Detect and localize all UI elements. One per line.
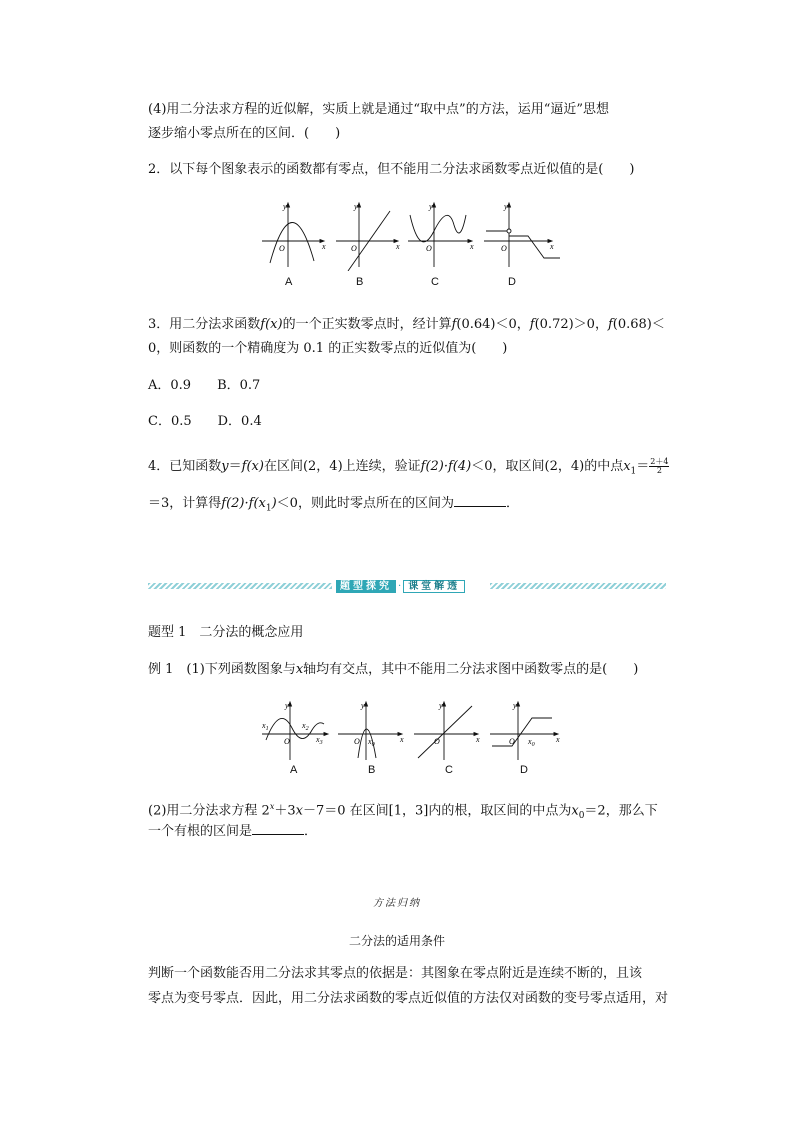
q2-b-x-label: x (396, 242, 400, 251)
ex1-b-x-label: x (400, 735, 404, 744)
q2-graph-a (262, 203, 324, 267)
ex1-caption-c: C (445, 764, 453, 776)
banner-title (336, 579, 486, 593)
ex1-graph-c (414, 702, 478, 760)
ex1-a-x1-label: $x_1$ (262, 721, 269, 732)
q2-graph-b (336, 203, 398, 271)
q2-c-y-label: y (429, 202, 433, 211)
ex1-caption-b: B (368, 764, 376, 776)
q1-item4-line1: (4)用二分法求方程的近似解，实质上就是通过“取中点”的方法，运用“逼近”思想 (148, 102, 609, 117)
ex1-caption-d: D (520, 764, 528, 776)
section-banner (148, 579, 666, 593)
ex1-a-x3-label: $x_3$ (316, 735, 323, 746)
ex1-c-o-label: O (434, 737, 440, 746)
ex1-c-y-label: y (439, 701, 443, 710)
q2-caption-b: B (356, 276, 364, 288)
ex1-d-o-label: O (509, 737, 515, 746)
q1-item4-line2: 逐步缩小零点所在的区间．( ) (148, 126, 341, 141)
ex1-part2-line1: (2)用二分法求方程 $2^x+3x-7=0$ 在区间[1，3]内的根，取区间的中点为$x_0=2$，那么下 (148, 802, 658, 821)
ex1-a-o-label: O (284, 737, 290, 746)
q2-c-x-label: x (470, 242, 474, 251)
ex1-graph-b (338, 702, 402, 760)
method-subheading: 二分法的适用条件 (348, 934, 445, 948)
q3-option-b: B．0.7 (217, 378, 261, 393)
method-text-line1: 判断一个函数能否用二分法求其零点的依据是：其图象在零点附近是连续不断的，且该 (148, 966, 643, 981)
q2-d-o-label: O (501, 244, 507, 253)
q2-caption-d: D (508, 276, 516, 288)
type1-title: 题型 1 二分法的概念应用 (148, 625, 304, 640)
ex1-graph-a (262, 702, 328, 760)
ex1-b-o-label: O (354, 737, 360, 746)
q2-d-x-label: x (550, 242, 554, 251)
ex1-d-x-label: x (556, 735, 560, 744)
q2-b-y-label: y (354, 202, 358, 211)
q2-b-o-label: O (351, 244, 357, 253)
q2-figures (262, 201, 562, 275)
q2-d-y-label: y (504, 202, 508, 211)
ex1-d-x0-label: $x_0$ (528, 737, 535, 748)
q3-line2: 0，则函数的一个精确度为 0.1 的正实数零点的近似值为( ) (148, 341, 508, 356)
ex1-d-y-label: y (513, 701, 517, 710)
ex1-c-x-label: x (476, 735, 480, 744)
q3-options-ab (148, 378, 260, 394)
q2-a-o-label: O (279, 244, 285, 253)
banner-stripe-left (148, 583, 332, 589)
q2-a-x-label: x (322, 242, 326, 251)
q2-caption-a: A (285, 276, 293, 288)
ex1-graph-d (490, 702, 558, 760)
banner-right-text: 课堂解透 (403, 580, 465, 593)
ex1-answer-blank[interactable] (252, 823, 304, 835)
q4-answer-blank[interactable] (454, 495, 506, 507)
ex1-b-y-label: y (361, 701, 365, 710)
q3-option-d: D．0.4 (217, 414, 262, 429)
q2-a-y-label: y (283, 202, 287, 211)
ex1-figures (262, 700, 562, 766)
ex1-part2-line2: 一个有根的区间是 ． (148, 824, 318, 839)
ex1-b-x0-label: $x_0$ (368, 737, 375, 748)
banner-stripe-right (490, 583, 666, 589)
q3-options-cd (148, 414, 262, 430)
ex1-a-y-label: y (285, 701, 289, 710)
banner-left-text: 题型探究 (336, 580, 396, 593)
q4-fraction: $\frac{2+4}{2}$ (650, 457, 669, 475)
q4-line2: ＝3，计算得$f(2)\cdot f(x_1)<0$，则此时零点所在的区间为 ． (148, 496, 519, 514)
banner-dot: · (398, 580, 402, 592)
method-text-line2: 零点为变号零点．因此，用二分法求函数的零点近似值的方法仅对函数的变号零点适用，对 (148, 991, 669, 1006)
q4-line1: 4．已知函数y＝f(x)在区间(2，4)上连续，验证f(2)·f(4)＜0，取区间(2，4)的中点$x_1=$ $\frac{2+4}{2}$ (148, 457, 669, 477)
q2-graph-c (408, 203, 472, 267)
q3-option-c: C．0.5 (148, 414, 192, 429)
q2-c-o-label: O (426, 244, 432, 253)
ex1-a-x2-label: $x_2$ (302, 721, 309, 732)
q2-graph-d (484, 203, 560, 267)
q3-option-a: A．0.9 (148, 378, 192, 393)
ex1-caption-a: A (290, 764, 298, 776)
method-heading: 方法归纳 (373, 898, 421, 909)
ex1-part1-stem: 例 1 (1)下列函数图象与x轴均有交点，其中不能用二分法求图中函数零点的是( ) (148, 662, 639, 677)
q2-caption-c: C (431, 276, 439, 288)
q2-stem: 2．以下每个图象表示的函数都有零点，但不能用二分法求函数零点近似值的是( ) (148, 162, 635, 177)
q3-line1: 3．用二分法求函数f(x)的一个正实数零点时，经计算f(0.64)＜0，f(0.72)＞0，f(0.68)＜ (148, 317, 665, 332)
